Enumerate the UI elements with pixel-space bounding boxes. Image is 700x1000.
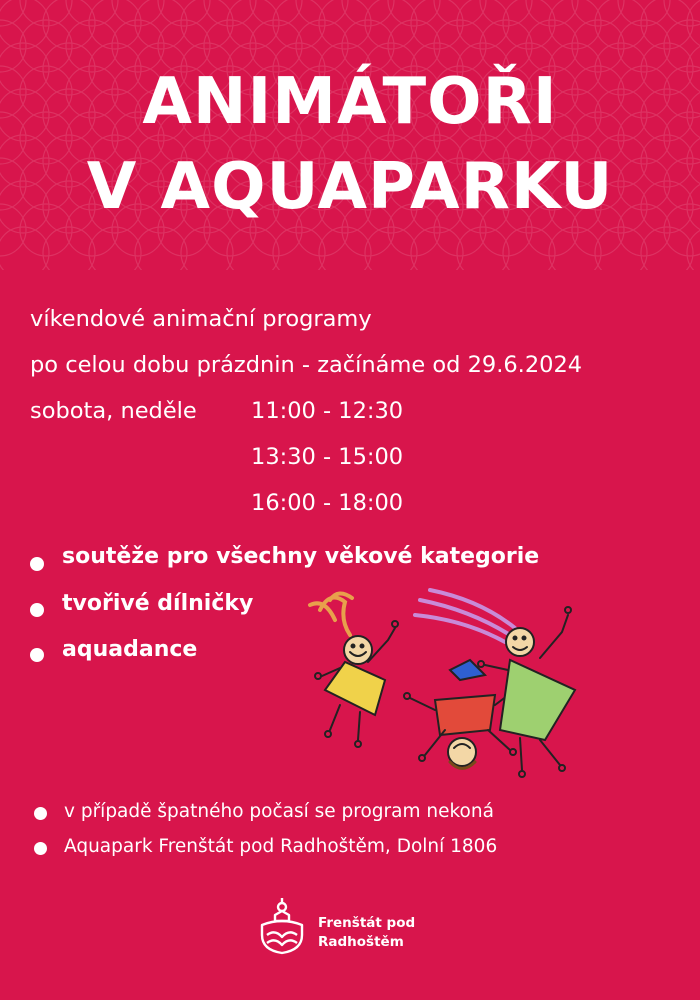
time-slot: 16:00 - 18:00 xyxy=(251,490,404,516)
time-slot: 13:30 - 15:00 xyxy=(251,444,404,470)
highlight-item: tvořivé dílničky xyxy=(62,591,254,616)
note-item: Aquapark Frenštát pod Radhoštěm, Dolní 1806 xyxy=(64,836,498,857)
highlight-item: soutěže pro všechny věkové kategorie xyxy=(62,544,540,569)
date-line: po celou dobu prázdnin - začínáme od 29.6.2024 xyxy=(30,352,583,378)
bullet-icon xyxy=(34,842,47,855)
bullet-icon xyxy=(30,648,44,662)
highlight-item: aquadance xyxy=(62,637,198,662)
logo-text-line-1: Frenštát pod xyxy=(318,915,416,931)
subtitle: víkendové animační programy xyxy=(30,306,372,332)
time-slot: 11:00 - 12:30 xyxy=(251,398,404,424)
logo-text-line-2: Radhoštěm xyxy=(318,934,404,950)
children-illustration xyxy=(300,580,600,790)
town-emblem-icon xyxy=(257,895,307,955)
bullet-icon xyxy=(30,603,44,617)
days-label: sobota, neděle xyxy=(30,398,197,424)
title-line-2: V AQUAPARKU xyxy=(86,150,614,224)
note-item: v případě špatného počasí se program nekoná xyxy=(64,801,494,822)
bullet-icon xyxy=(30,557,44,571)
title-line-1: ANIMÁTOŘI xyxy=(142,65,558,139)
bullet-icon xyxy=(34,807,47,820)
